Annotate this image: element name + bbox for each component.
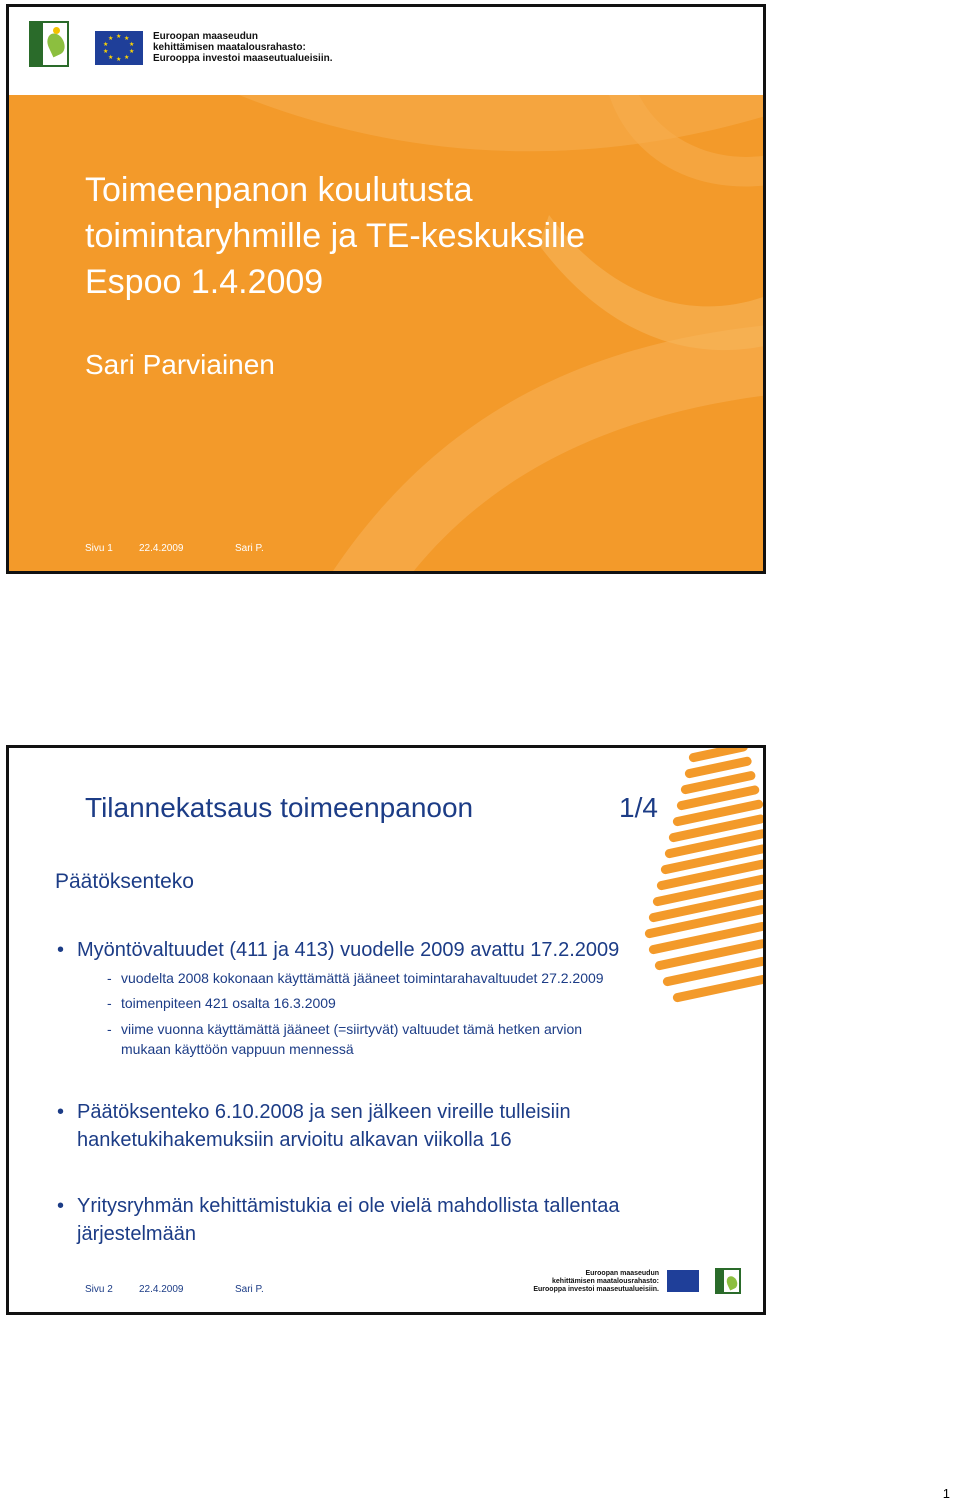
slide-2 [6, 745, 766, 1315]
leader-logo-icon [715, 1268, 741, 1294]
bullet-1: • Myöntövaltuudet (411 ja 413) vuodelle 2009 avattu 17.2.2009 [77, 936, 619, 964]
leader-logo-icon [29, 21, 69, 67]
page-number: 1 [942, 1486, 950, 1501]
slide-2-subtitle: Päätöksenteko [55, 870, 194, 893]
slide-1-author: Sari Parviainen [85, 349, 275, 380]
eu-flag-icon: ★ ★ ★ ★ ★ ★ ★ ★ ★ ★ [95, 31, 143, 65]
slide-1-title: Toimeenpanon koulutusta toimintaryhmille ja TE-keskuksille Espoo 1.4.2009 [85, 171, 586, 301]
sub-item-3: - viime vuonna käyttämättä jääneet (=siirtyvät) valtuudet tämä hetken arvion mukaan käyttöön vappuun mennessä [121, 1019, 582, 1059]
stripe-decoration [619, 748, 766, 1018]
slide-1-header [9, 7, 763, 95]
slide-2-footer-author: Sari P. [235, 1284, 264, 1295]
bullet-2: • Päätöksenteko 6.10.2008 ja sen jälkeen vireille tulleisiin hanketukihakemuksiin arvioitu alkavan viikolla 16 [77, 1098, 571, 1154]
slide-1 [6, 4, 766, 574]
slide-2-title: Tilannekatsaus toimeenpanoon [85, 792, 474, 823]
bullet-3: • Yritysryhmän kehittämistukia ei ole vielä mahdollista tallentaa järjestelmään [77, 1192, 619, 1248]
sub-item-2: - toimenpiteen 421 osalta 16.3.2009 [121, 993, 336, 1013]
slide-1-footer-author: Sari P. [235, 543, 264, 554]
slide-2-footer-page: Sivu 2 [85, 1284, 113, 1295]
slide-2-eu-fund-text: Euroopan maaseudun kehittämisen maatalousrahasto: Eurooppa investoi maaseutualueisiin. [533, 1270, 659, 1293]
slide-1-orange-background [9, 95, 763, 571]
slide-1-footer-date: 22.4.2009 [139, 543, 184, 554]
slide-1-footer-page: Sivu 1 [85, 543, 113, 554]
eu-fund-text: Euroopan maaseudun kehittämisen maatalousrahasto: Eurooppa investoi maaseutualueisiin. [153, 31, 333, 64]
slide-2-page-indicator: 1/4 [619, 792, 658, 823]
eu-flag-icon [667, 1270, 699, 1292]
slide-2-footer-date: 22.4.2009 [139, 1284, 184, 1295]
sub-item-1: - vuodelta 2008 kokonaan käyttämättä jääneet toimintarahavaltuudet 27.2.2009 [121, 968, 604, 988]
